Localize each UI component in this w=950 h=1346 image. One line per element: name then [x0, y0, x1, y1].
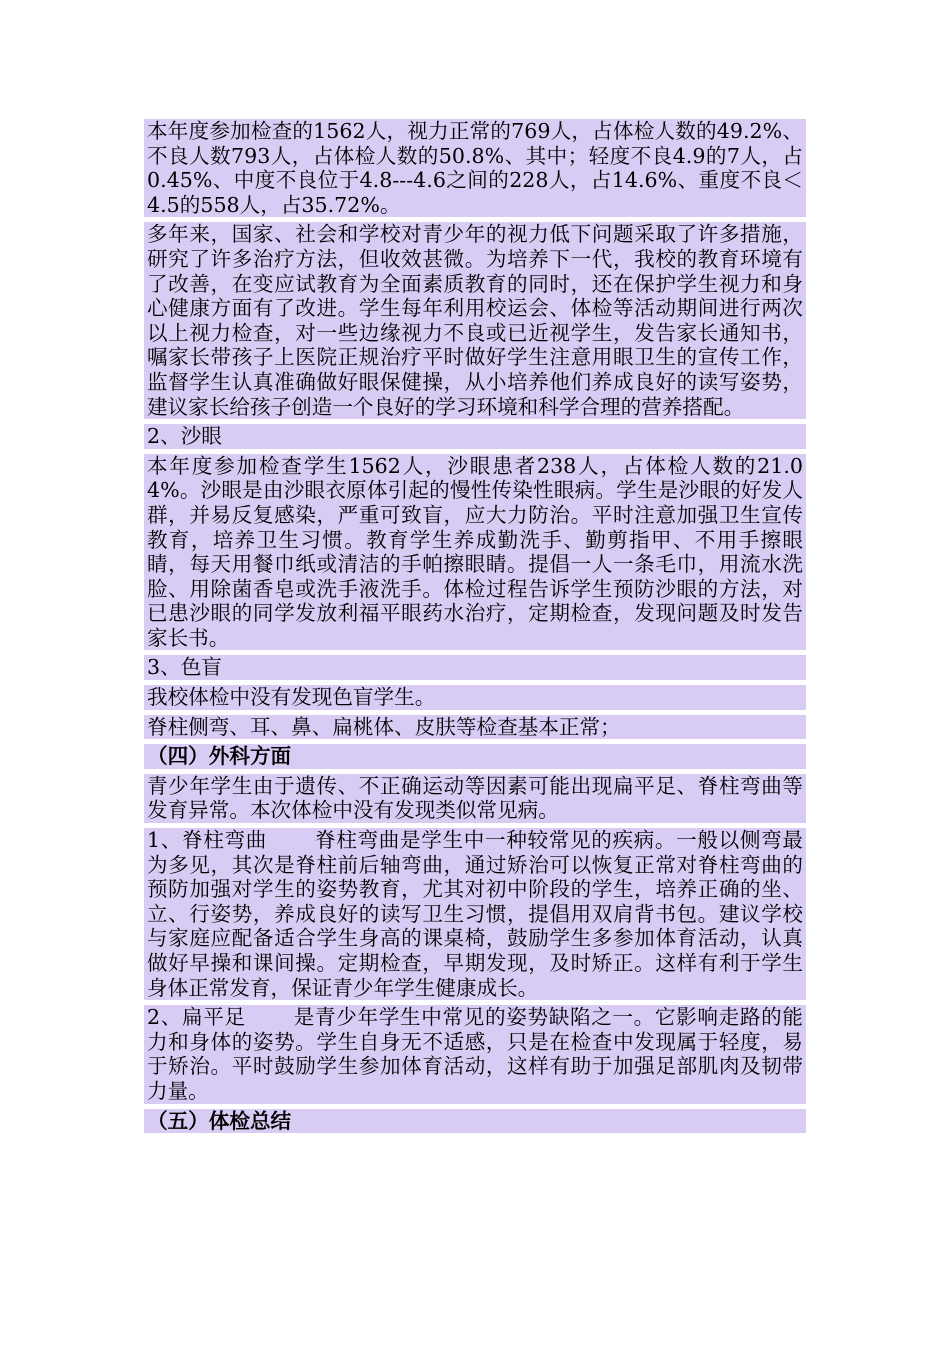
subheading-trachoma: 2、沙眼 — [144, 424, 806, 449]
paragraph-vision-stats: 本年度参加检查的1562人，视力正常的769人，占体检人数的49.2%、不良人数793人，占体检人数的50.8%、其中；轻度不良4.9的7人，占0.45%、中度不良位于4.8---4.6之间的228人，占14.6%、重度不良＜4.5的558人，占35.72%。 — [144, 119, 806, 217]
flat-feet-text: 是青少年学生中常见的姿势缺陷之一。它影响走路的能力和身体的姿势。学生自身无不适感，只是在检查中发现属于轻度，易于矫治。平时鼓励学生参加体育活动，这样有助于加强足部肌肉及韧带力量。 — [147, 1005, 803, 1103]
section-heading-summary: （五）体检总结 — [144, 1109, 806, 1134]
subheading-color-blindness: 3、色盲 — [144, 655, 806, 680]
section-heading-surgery: （四）外科方面 — [144, 744, 806, 769]
paragraph-other-checks: 脊柱侧弯、耳、鼻、扁桃体、皮肤等检查基本正常； — [144, 715, 806, 740]
paragraph-surgery-intro: 青少年学生由于遗传、不正确运动等因素可能出现扁平足、脊柱弯曲等发育异常。本次体检中没有发现类似常见病。 — [144, 774, 806, 823]
paragraph-color-blindness: 我校体检中没有发现色盲学生。 — [144, 685, 806, 710]
paragraph-flat-feet — [144, 1005, 806, 1103]
scoliosis-label: 1、脊柱弯曲 — [147, 828, 267, 853]
flat-feet-label: 2、扁平足 — [147, 1005, 246, 1030]
scoliosis-text: 脊柱弯曲是学生中一种较常见的疾病。一般以侧弯最为多见，其次是脊柱前后轴弯曲，通过矫治可以恢复正常对脊柱弯曲的预防加强对学生的姿势教育，尤其对初中阶段的学生，培养正确的坐、立、行姿势，养成良好的读写卫生习惯，提倡用双肩背书包。建议学校与家庭应配备适合学生身高的课桌椅，鼓励学生多参加体育活动，认真做好早操和课间操。定期检查，早期发现，及时矫正。这样有利于学生身体正常发育，保证青少年学生健康成长。 — [147, 828, 803, 1000]
paragraph-scoliosis — [144, 828, 806, 1000]
document-body — [144, 119, 806, 1138]
paragraph-trachoma: 本年度参加检查学生1562人，沙眼患者238人，占体检人数的21.04%。沙眼是由沙眼衣原体引起的慢性传染性眼病。学生是沙眼的好发人群，并易反复感染，严重可致盲，应大力防治。平时注意加强卫生宣传教育，培养卫生习惯。教育学生养成勤洗手、勤剪指甲、不用手擦眼睛，每天用餐巾纸或清洁的手帕擦眼睛。提倡一人一条毛巾，用流水洗脸、用除菌香皂或洗手液洗手。体检过程告诉学生预防沙眼的方法，对已患沙眼的同学发放利福平眼药水治疗，定期检查，发现问题及时发告家长书。 — [144, 454, 806, 651]
paragraph-vision-measures: 多年来，国家、社会和学校对青少年的视力低下问题采取了许多措施，研究了许多治疗方法，但收效甚微。为培养下一代，我校的教育环境有了改善，在变应试教育为全面素质教育的同时，还在保护学生视力和身心健康方面有了改进。学生每年利用校运会、体检等活动期间进行两次以上视力检查，对一些边缘视力不良或已近视学生，发告家长通知书，嘱家长带孩子上医院正规治疗平时做好学生注意用眼卫生的宣传工作，监督学生认真准确做好眼保健操，从小培养他们养成良好的读写姿势，建议家长给孩子创造一个良好的学习环境和科学合理的营养搭配。 — [144, 222, 806, 419]
